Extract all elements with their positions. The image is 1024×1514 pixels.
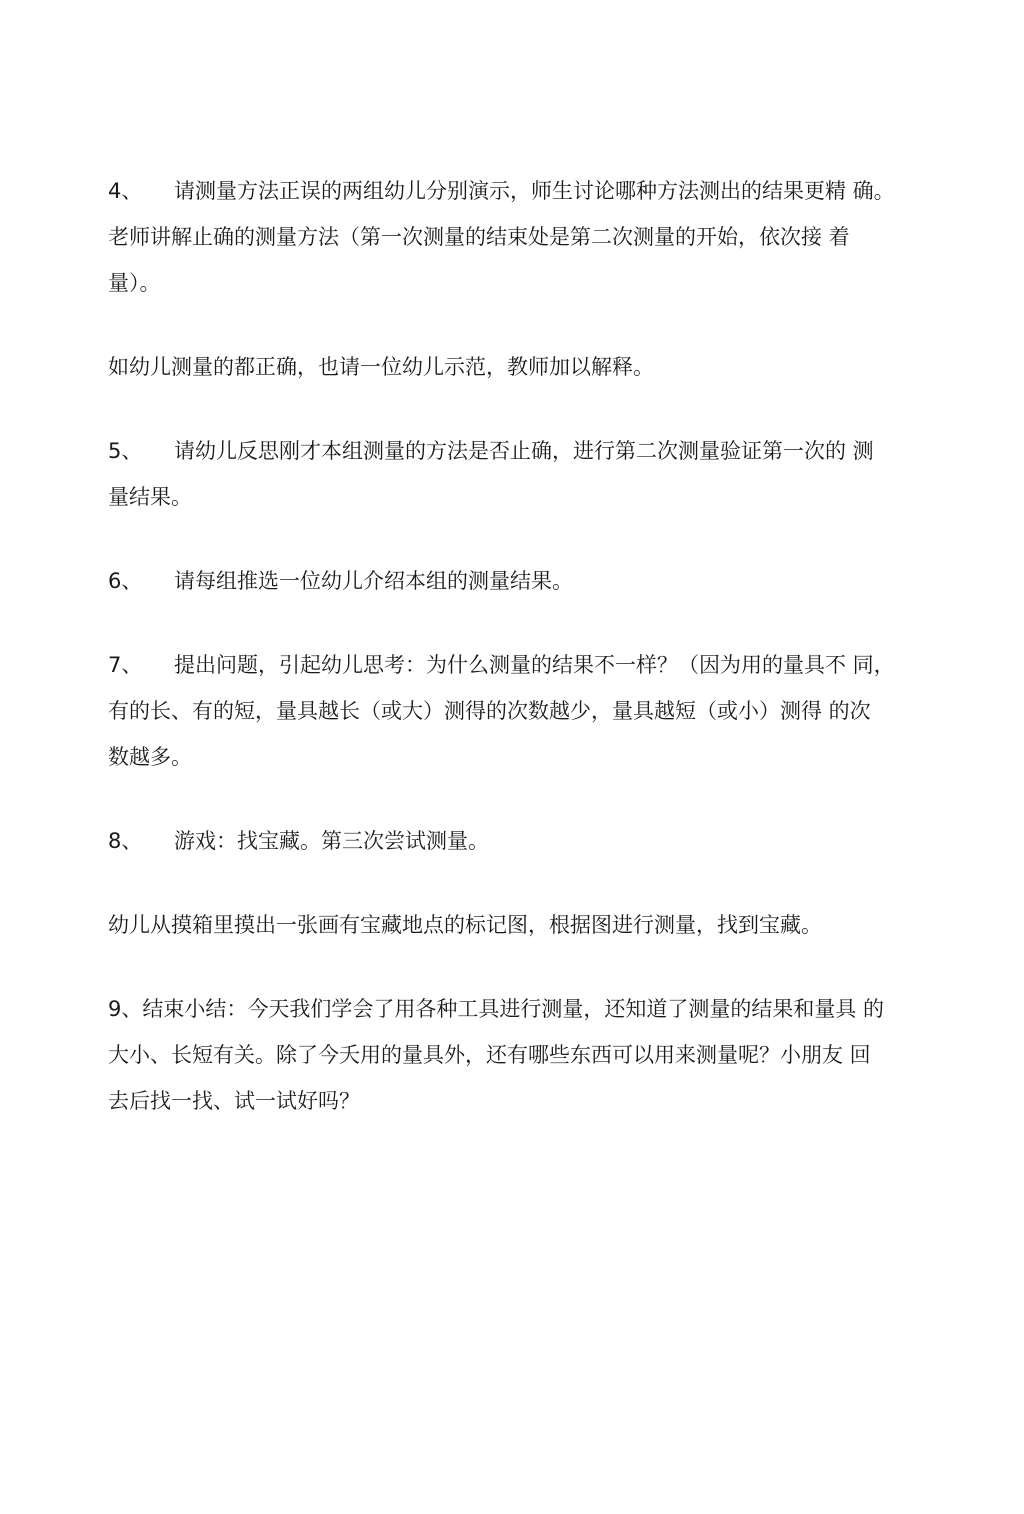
step-number: 6、 — [108, 569, 143, 593]
paragraph-line: 9、结束小结：今天我们学会了用各种工具进行测量，还知道了测量的结果和量具 的 — [108, 997, 885, 1021]
demo-note-paragraph — [108, 344, 938, 390]
step-7-paragraph — [108, 642, 938, 780]
step-number: 8、 — [108, 829, 143, 853]
paragraph-line: 6、 请每组推选一位幼儿介绍本组的测量结果。 — [108, 558, 938, 604]
paragraph-line: 4、 请测量方法正误的两组幼儿分别演示，师生讨论哪种方法测出的结果更精 确。 — [108, 168, 938, 214]
step-number: 4、 — [108, 179, 143, 203]
step-9-paragraph — [108, 986, 938, 1124]
step-8-paragraph — [108, 818, 938, 864]
paragraph-line: 老师讲解止确的测量方法（第一次测量的结束处是第二次测量的开始，依次接 着 — [108, 225, 850, 249]
paragraph-line: 量结果。 — [108, 485, 192, 509]
paragraph-line: 8、 游戏：找宝藏。第三次尝试测量。 — [108, 818, 938, 864]
paragraph-line: 去后找一找、试一试好吗？ — [108, 1089, 360, 1113]
paragraph-line: 量）。 — [108, 271, 161, 295]
paragraph-line: 数越多。 — [108, 745, 192, 769]
step-4-paragraph — [108, 168, 938, 306]
paragraph-line: 5、 请幼儿反思刚才本组测量的方法是否止确，进行第二次测量验证第一次的 测 — [108, 428, 938, 474]
paragraph-line: 大小、长短有关。除了今夭用的量具外，还有哪些东西可以用来测量呢？小朋友 回 — [108, 1043, 871, 1067]
step-number: 7、 — [108, 653, 143, 677]
paragraph-line: 如幼儿测量的都正确，也请一位幼儿示范，教师加以解释。 — [108, 355, 654, 379]
treasure-note-paragraph — [108, 902, 938, 948]
paragraph-line: 有的长、有的短，量具越长（或大）测得的次数越少，量具越短（或小）测得 的次 — [108, 699, 871, 723]
paragraph-line: 幼儿从摸箱里摸出一张画有宝藏地点的标记图，根据图进行测量，找到宝藏。 — [108, 913, 822, 937]
step-6-paragraph — [108, 558, 938, 604]
document-page — [108, 168, 938, 1124]
step-5-paragraph — [108, 428, 938, 520]
paragraph-line: 7、 提出问题，引起幼儿思考：为什么测量的结果不一样？（因为用的量具不 同， — [108, 642, 938, 688]
step-number: 5、 — [108, 439, 143, 463]
